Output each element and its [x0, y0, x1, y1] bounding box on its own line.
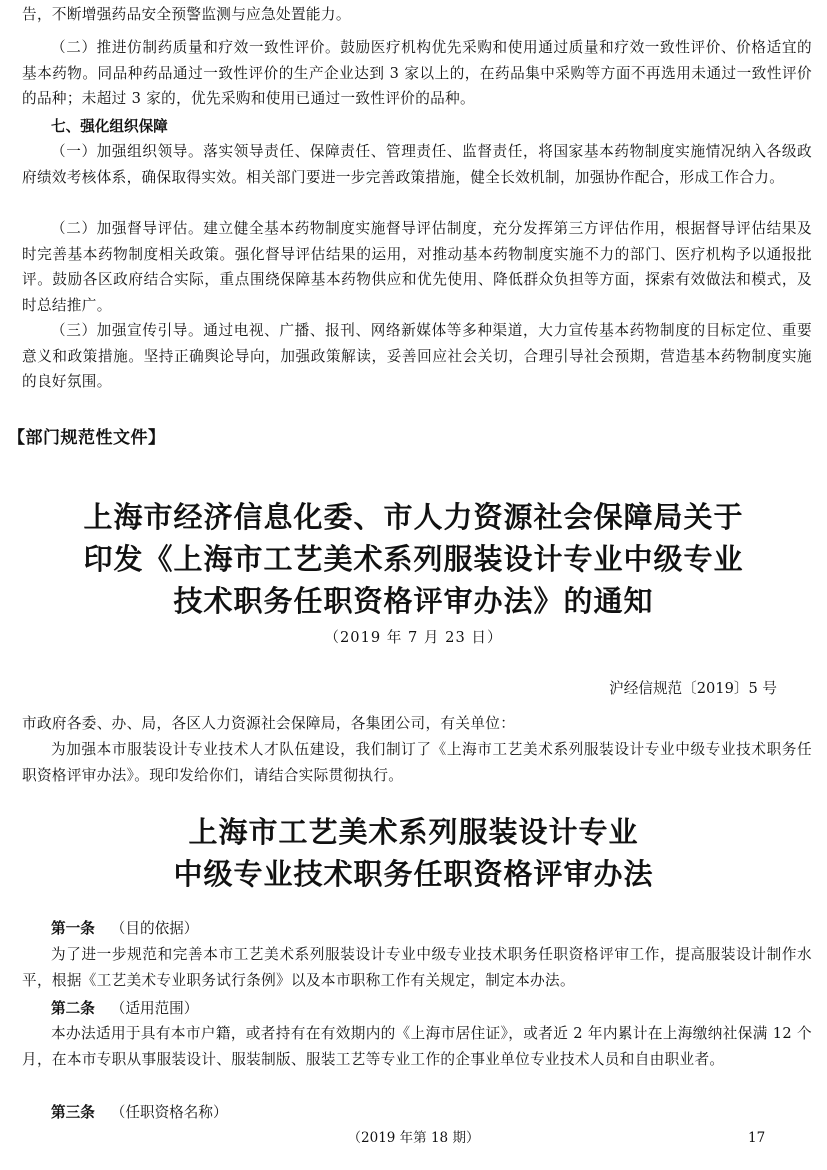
- notice-date: （2019 年 7 月 23 日）: [324, 629, 503, 646]
- article-1-text: 为了进一步规范和完善本市工艺美术系列服装设计专业中级专业技术职务任职资格评审工作，提高服装设计制作水平，根据《工艺美术专业职务试行条例》以及本市职称工作有关规定，制定本办法。: [22, 946, 812, 989]
- item-text: 通过电视、广播、报刊、网络新媒体等多种渠道，大力宣传基本药物制度的目标定位、重要意义和政策措施。坚持正确舆论导向，加强政策解读，妥善回应社会关切，合理引导社会预期，营造基本药物制度实施的良好氛围。: [22, 322, 812, 390]
- item-lead: （一）加强组织领导。: [51, 143, 204, 160]
- article-topic: （目的依据）: [110, 920, 199, 937]
- item-lead: （三）加强宣传引导。: [51, 322, 204, 339]
- paragraph-s7-item2: [22, 216, 812, 318]
- notice-title-line-3: 技术职务任职资格评审办法》的通知: [173, 584, 654, 618]
- paragraph-s7-item3: [22, 318, 812, 395]
- article-topic: （任职资格名称）: [110, 1104, 228, 1121]
- section-heading-7: 七、强化组织保障: [51, 118, 168, 135]
- regulation-title-line-1: 上海市工艺美术系列服装设计专业: [188, 815, 639, 849]
- paragraph-s7-item1: [22, 139, 812, 190]
- document-number: 沪经信规范〔2019〕5 号: [609, 680, 777, 697]
- article-number: 第一条: [51, 920, 95, 937]
- article-3-heading: [51, 1100, 228, 1125]
- page-number: 17: [748, 1130, 766, 1146]
- article-2-text: 本办法适用于具有本市户籍，或者持有在有效期内的《上海市居住证》，或者近 2 年内累计在上海缴纳社保满 12 个月，在本市专职从事服装设计、服装制版、服装工艺等专业工作的企事业单位专业技术人员和自由职业者。: [22, 1025, 812, 1068]
- notice-addressee: 市政府各委、办、局，各区人力资源社会保障局，各集团公司，有关单位：: [22, 715, 516, 732]
- item-text: 鼓励医疗机构优先采购和使用通过质量和疗效一致性评价、价格适宜的基本药物。同品种药品通过一致性评价的生产企业达到 3 家以上的，在药品集中采购等方面不再选用未通过一致性评价的品种；未超过 3 家的，优先采购和使用已通过一致性评价的品种。: [22, 39, 813, 107]
- paragraph-item2: [22, 35, 812, 112]
- item-text: 建立健全基本药物制度实施督导评估制度，充分发挥第三方评估作用，根据督导评估结果及时完善基本药物制度相关政策。强化督导评估结果的运用，对推动基本药物制度实施不力的部门、医疗机构予以通报批评。鼓励各区政府结合实际，重点围绕保障基本药物供应和优先使用、降低群众负担等方面，探索有效做法和模式，及时总结推广。: [22, 220, 812, 314]
- article-1-heading: [51, 916, 198, 941]
- article-number: 第三条: [51, 1104, 95, 1121]
- notice-title-line-2: 印发《上海市工艺美术系列服装设计专业中级专业: [83, 542, 744, 576]
- notice-body: 为加强本市服装设计专业技术人才队伍建设，我们制订了《上海市工艺美术系列服装设计专业中级专业技术职务任职资格评审办法》。现印发给你们，请结合实际贯彻执行。: [22, 741, 812, 784]
- article-number: 第二条: [51, 1000, 95, 1017]
- paragraph-continuation: 告，不断增强药品安全预警监测与应急处置能力。: [22, 6, 351, 23]
- category-tag: 【部门规范性文件】: [8, 428, 166, 448]
- article-2-heading: [51, 996, 198, 1021]
- regulation-title-line-2: 中级专业技术职务任职资格评审办法: [173, 857, 654, 891]
- article-topic: （适用范围）: [110, 1000, 199, 1017]
- item-text: 落实领导责任、保障责任、管理责任、监督责任，将国家基本药物制度实施情况纳入各级政府绩效考核体系，确保取得实效。相关部门要进一步完善政策措施，健全长效机制，加强协作配合，形成工作合力。: [22, 143, 812, 186]
- item-lead: （二）加强督导评估。: [51, 220, 204, 237]
- notice-title-line-1: 上海市经济信息化委、市人力资源社会保障局关于: [83, 500, 744, 534]
- footer-issue: （2019 年第 18 期）: [347, 1130, 480, 1146]
- item-lead: （二）推进仿制药质量和疗效一致性评价。: [51, 39, 341, 56]
